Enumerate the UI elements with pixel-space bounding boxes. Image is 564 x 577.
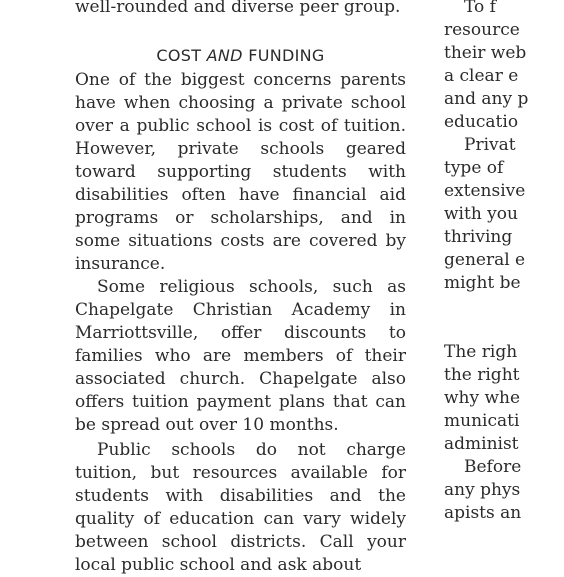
right-line: general e <box>444 250 526 270</box>
right-line: the right <box>444 365 520 385</box>
right-line: extensive <box>444 181 526 201</box>
right-line: might be <box>444 273 521 293</box>
right-line: educatio <box>444 112 519 132</box>
right-column-gap <box>444 295 564 341</box>
right-line: To f <box>464 0 496 17</box>
right-line: Privat <box>464 135 516 155</box>
paragraph-3: Public schools do not charge tuition, but resources available for students with disabilities and the quality of education can vary widely between school districts. Call your local public school and ask about <box>75 440 406 575</box>
right-line: apists an <box>444 503 522 523</box>
section-heading <box>75 46 406 66</box>
right-line: their web <box>444 43 527 63</box>
right-column <box>444 0 564 525</box>
right-line: and any p <box>444 89 529 109</box>
right-line: any phys <box>444 480 521 500</box>
paragraph-1: One of the biggest concerns parents have when choosing a private school over a public school is cost of tuition. However, private schools geared toward supporting students with disabilities often have financial aid programs or scholarships, and in some situations costs are covered by insurance. <box>75 70 406 274</box>
heading-amp: AND <box>206 46 243 65</box>
right-line: resource <box>444 20 520 40</box>
paragraph-2: Some religious schools, such as Chapelgate Christian Academy in Marriottsville, offer discounts to families who are members of their associated church. Chapelgate also offers tuition payment plans that can be spread out over 10 months. <box>75 277 406 435</box>
right-para-a <box>444 0 564 134</box>
right-para-c <box>444 341 564 456</box>
intro-tail: well-rounded and diverse peer group. <box>75 0 401 17</box>
heading-post: FUNDING <box>242 46 325 65</box>
heading-pre: COST <box>156 46 207 65</box>
right-line: with you <box>444 204 518 224</box>
right-line: Before <box>464 457 522 477</box>
right-line: why whe <box>444 388 521 408</box>
right-line: type of <box>444 158 504 178</box>
right-line: municati <box>444 411 520 431</box>
right-line: thriving <box>444 227 513 247</box>
left-column <box>75 0 406 577</box>
right-line: The righ <box>444 342 518 362</box>
right-line: a clear e <box>444 66 519 86</box>
right-line: administ <box>444 434 519 454</box>
right-para-d <box>444 456 564 525</box>
right-para-b <box>444 134 564 295</box>
